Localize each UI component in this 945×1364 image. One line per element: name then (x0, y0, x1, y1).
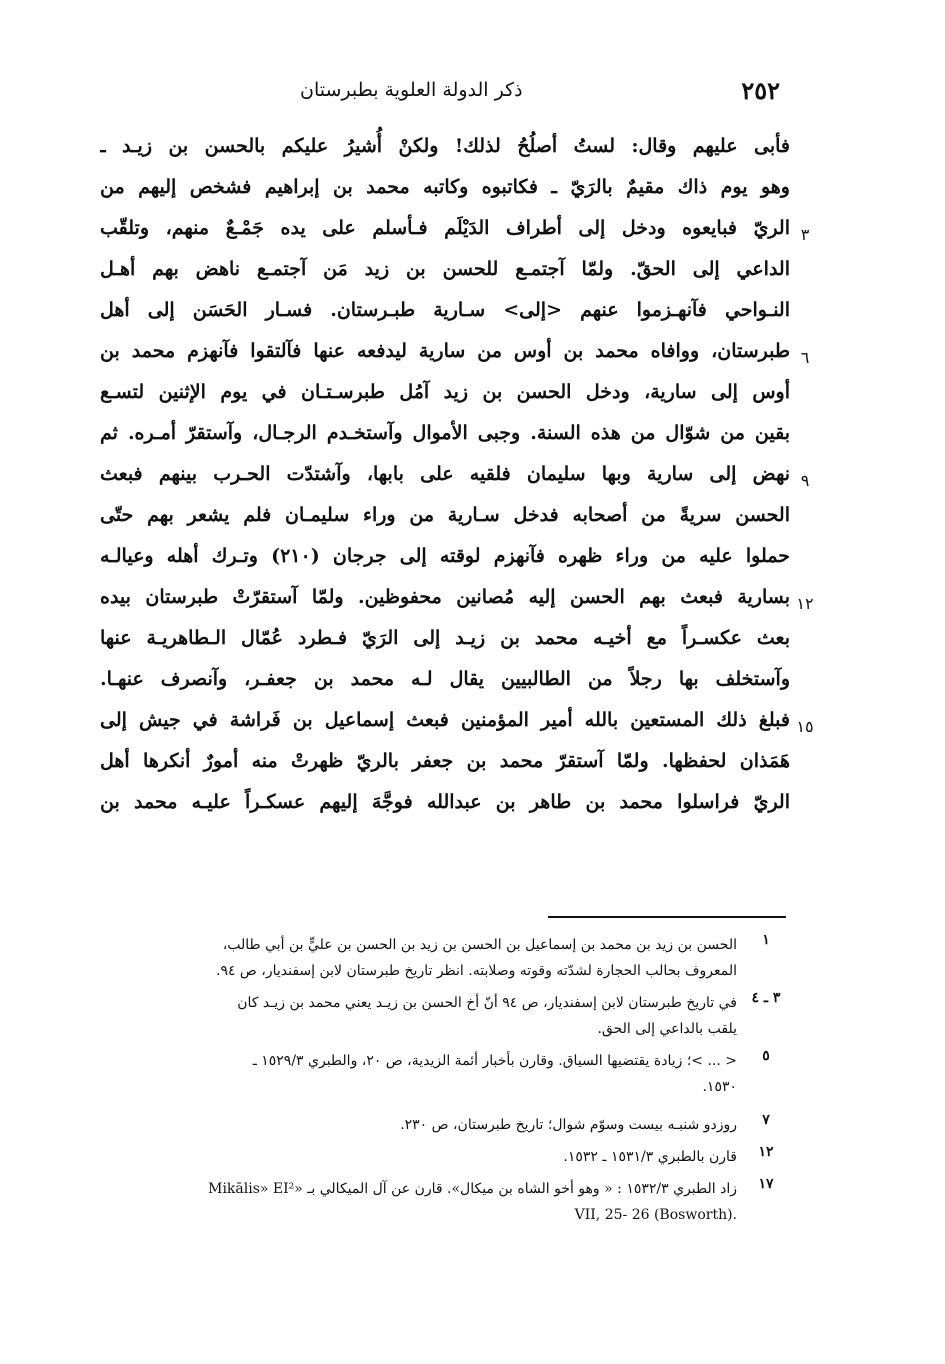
text-line: هَمَذان لحفظها. ولمّا آستقرّ محمد بن جعفر بالريّ ظهرتْ منه أمورٌ أنكرها أهل (100, 750, 790, 772)
footnotes (95, 932, 795, 1234)
text-line: الحسن سريةً من أصحابه فدخل سـارية من وراء سليمـان فلم يشعر بهم حتّى (100, 504, 790, 526)
footnote-ref: ٣ ـ ٤ (751, 990, 781, 1006)
footnote-ref: ٧ (762, 1112, 770, 1128)
main-text (100, 126, 790, 823)
footnote (95, 1048, 795, 1100)
footnote-ref: ١٧ (758, 1176, 774, 1192)
line-number: ٩ (800, 471, 810, 490)
text-line: الداعي إلى الحقّ. ولمّا آجتمـع للحسن بن زيد مَن آجتمـع ناهض بهم أهـل (100, 258, 790, 280)
line-number: ١٢ (796, 594, 814, 613)
running-head (300, 72, 780, 108)
footnote-text: الحسن بن زيد بن محمد بن إسماعيل بن الحسن بن زيد بن الحسن بن عليٍّ بن أبي طالب، (222, 937, 737, 953)
footnote-ref: ١ (762, 932, 770, 948)
footnote-ref: ٥ (762, 1048, 770, 1064)
footnote-text: ١٥٣٠. (702, 1079, 737, 1095)
line-number: ٣ (800, 225, 810, 244)
footnote-text: في تاريخ طبرستان لابن إسفنديار، ص ٩٤ أنّ أخ الحسن بن زيـد يعني محمد بن زيـد كان (237, 995, 737, 1011)
text-line: بعث عكسـراً مع أخيـه محمد بن زيـد إلى الرَيّ فـطرد عُمّال الـطاهريـة عنها (100, 627, 790, 649)
footnote-text: < ... >؛ زيادة يقتضيها السياق. وقارن بأخبار أئمة الزيدية، ص ٢٠، والطبري ١٥٢٩/٣ ـ (252, 1053, 737, 1069)
line-number: ٦ (800, 348, 810, 367)
text-line: وهو يوم ذاك مقيمٌ بالرَيّ ـ فكاتبوه وكاتبه محمد بن إبراهيم فشخص إليهم من (100, 176, 790, 198)
footnote-text: يلقب بالداعي إلى الحق. (597, 1021, 737, 1037)
footnote-text: .VII, 25- 26 (Bosworth) (574, 1207, 737, 1223)
footnote (95, 932, 795, 984)
footnote-text: قارن بالطبري ١٥٣١/٣ ـ ١٥٣٢. (563, 1149, 737, 1165)
text-line: فأبى عليهم وقال: لستُ أصلُحُ لذلك! ولكنْ أُشيرُ عليكم بالحسن بن زيـد ـ (100, 135, 790, 157)
text-line: حملوا عليه من وراء ظهره فآنهزم لوقته إلى جرجان (٢١٠) وتـرك أهله وعيالـه (100, 545, 790, 567)
footnote (95, 1144, 795, 1170)
footnote (95, 1112, 795, 1138)
text-line: النـواحي فآنهـزموا عنهم <إلى> سـارية طبـرستان. فسـار الحَسَن إلى أهل (100, 299, 790, 321)
text-line: فبلغ ذلك المستعين بالله أمير المؤمنين فبعث إسماعيل بن فَراشة في جيش إلى (100, 709, 790, 731)
footnote-text: روزدو شنبـه بيست وسوّم شوال؛ تاريخ طبرستان، ص ٢٣٠. (400, 1117, 737, 1133)
text-line: بسارية فبعث بهم الحسن إليه مُصانين محفوظين. ولمّا آستقرّتْ طبرستان بيده (100, 586, 790, 608)
text-line: وآستخلف بها رجلاً من الطالبيين يقال لـه محمد بن جعفـر، وآنصرف عنهـا. (100, 668, 790, 690)
page-number: ٢٥٢ (741, 75, 780, 105)
text-line: أوس إلى سارية، ودخل الحسن بن زيد آمُل طبرسـتـان في يوم الإثنين لتسـع (100, 381, 790, 403)
text-line: طبرستان، ووافاه محمد بن أوس من سارية ليدفعه عنها فآلتقوا فآنهزم محمد بن (100, 340, 790, 362)
running-title: ذكر الدولة العلوية بطبرستان (300, 79, 523, 101)
text-line: نهض إلى سارية وبها سليمان فلقيه على بابها، وآشتدّت الحـرب بينهم فبعث (100, 463, 790, 485)
line-number: ١٥ (796, 717, 814, 736)
text-line: بقين من شوّال من هذه السنة. وجبى الأموال وآستخـدم الرجـال، وآستقرّ أمـره. ثم (100, 422, 790, 444)
footnote (95, 990, 795, 1042)
footnote (95, 1176, 795, 1228)
footnote-divider (548, 916, 786, 918)
footnote-ref: ١٢ (758, 1144, 774, 1160)
footnote-text: زاد الطبري ١٥٣٢/٣ : « وهو أخو الشاه بن ميكال». قارن عن آل الميكالي بـ «Mikālis» EI² (208, 1181, 737, 1197)
text-line: الريّ فبايعوه ودخل إلى أطراف الدَيْلَم فـأسلم على يده جَمْـعٌ منهم، وتلقّب (100, 217, 790, 239)
footnote-text: المعروف بحالب الحجارة لشدّته وقوته وصلابته. انظر تاريخ طبرستان لابن إسفنديار، ص ٩٤. (215, 963, 737, 979)
text-line: الريّ فراسلوا محمد بن طاهر بن عبدالله فوجَّهَ إليهم عسكـراً عليـه محمد بن (100, 791, 790, 813)
